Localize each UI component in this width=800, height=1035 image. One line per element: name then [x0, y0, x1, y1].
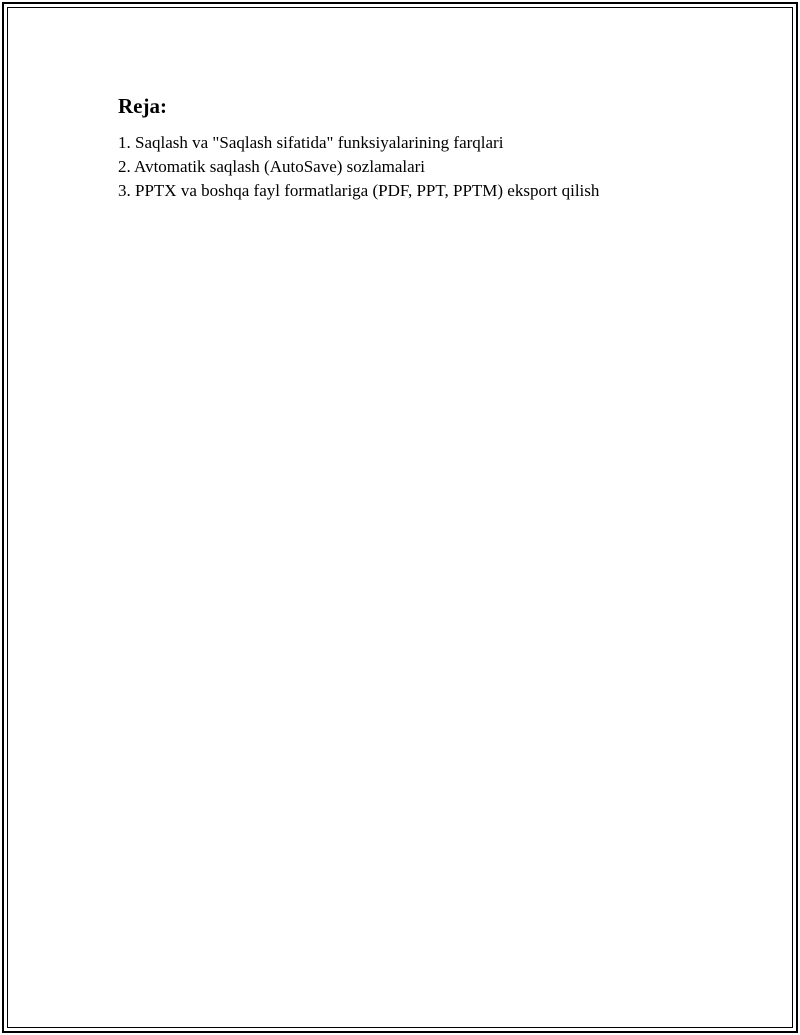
plan-list	[116, 131, 756, 203]
plan-heading: Reja:	[118, 94, 167, 118]
plan-item-2: 2. Avtomatik saqlash (AutoSave) sozlamalari	[118, 157, 426, 176]
page-content	[116, 93, 756, 203]
plan-item-3: 3. PPTX va boshqa fayl formatlariga (PDF, PPT, PPTM) eksport qilish	[118, 181, 600, 200]
plan-item-1: 1. Saqlash va "Saqlash sifatida" funksiyalarining farqlari	[118, 133, 504, 152]
